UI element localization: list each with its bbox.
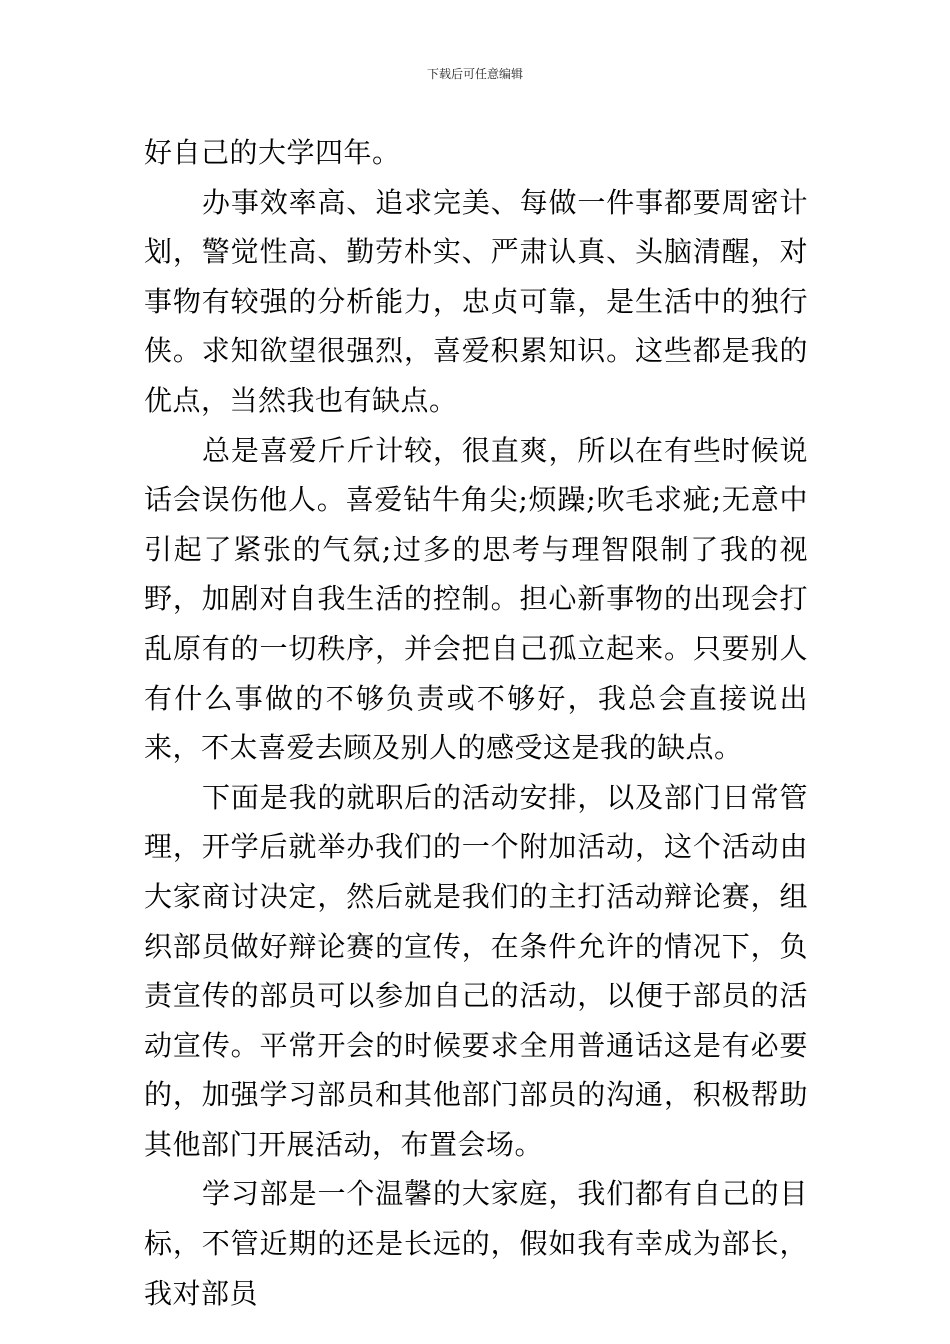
header-note: 下载后可任意编辑: [426, 67, 523, 81]
paragraph-4: 下面是我的就职后的活动安排，以及部门日常管理，开学后就举办我们的一个附加活动，这个活动由大家商讨决定，然后就是我们的主打活动辩论赛，组织部员做好辩论赛的宣传，在条件允许的情况下，负责宣传的部员可以参加自己的活动，以便于部员的活动宣传。平常开会的时候要求全用普通话这是有必要的，加强学习部员和其他部门部员的沟通，积极帮助其他部门开展活动，布置会场。: [144, 780, 808, 1161]
paragraph-3: 总是喜爱斤斤计较，很直爽，所以在有些时候说话会误伤他人。喜爱钻牛角尖;烦躁;吹毛求疵;无意中引起了紧张的气氛;过多的思考与理智限制了我的视野，加剧对自我生活的控制。担心新事物的出现会打乱原有的一切秩序，并会把自己孤立起来。只要别人有什么事做的不够负责或不够好，我总会直接说出来，不太喜爱去顾及别人的感受这是我的缺点。: [144, 433, 808, 765]
document-body: [144, 128, 808, 1318]
paragraph-1: 好自己的大学四年。: [144, 136, 401, 169]
paragraph-2: 办事效率高、追求完美、每做一件事都要周密计划，警觉性高、勤劳朴实、严肃认真、头脑清醒，对事物有较强的分析能力，忠贞可靠，是生活中的独行侠。求知欲望很强烈，喜爱积累知识。这些都是我的优点，当然我也有缺点。: [144, 185, 808, 417]
paragraph-5: 学习部是一个温馨的大家庭，我们都有自己的目标，不管近期的还是长远的，假如我有幸成为部长，我对部员: [144, 1177, 808, 1310]
